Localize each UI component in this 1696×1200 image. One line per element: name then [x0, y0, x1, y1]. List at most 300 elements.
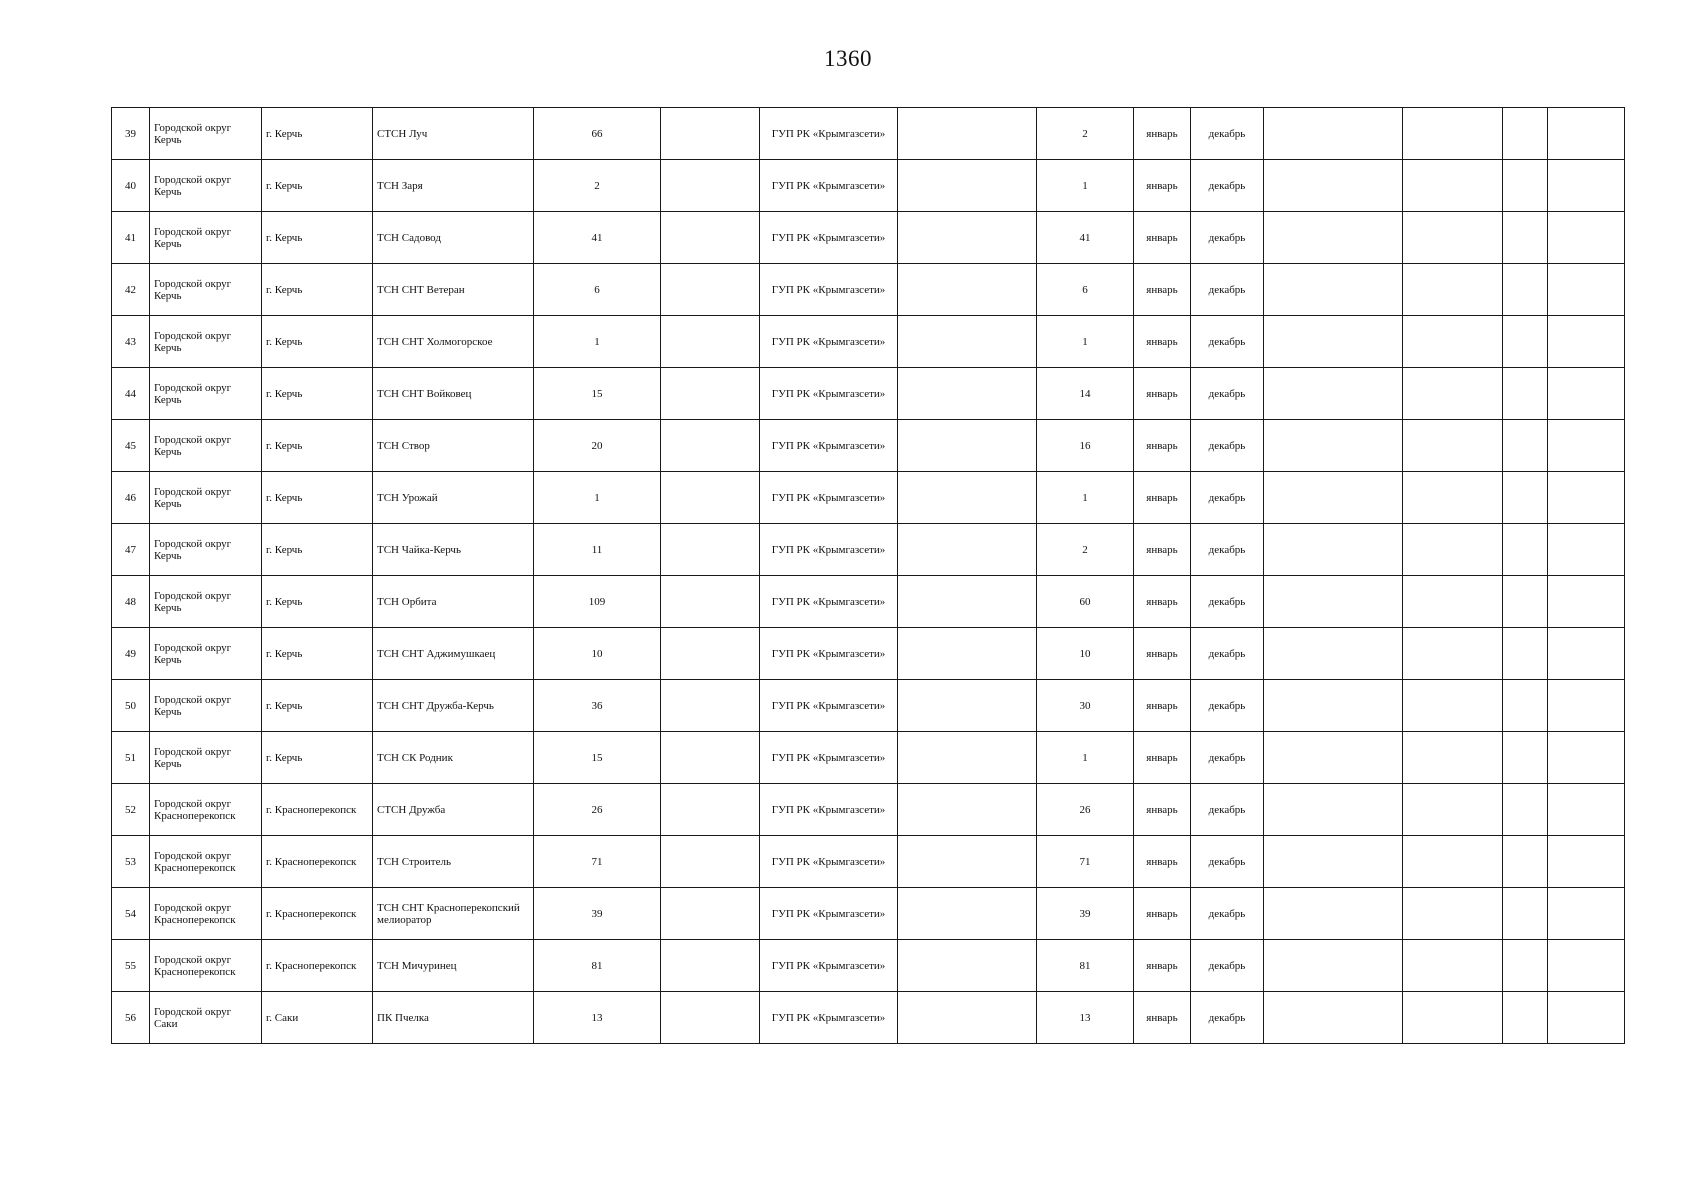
empty-cell [1503, 108, 1548, 160]
start-month-text: январь [1146, 1011, 1178, 1024]
end-month-cell [1191, 472, 1264, 524]
locality-cell [262, 888, 373, 940]
row-number: 48 [125, 595, 136, 608]
empty-cell [1548, 108, 1625, 160]
operator-text: ГУП РК «Крымгазсети» [771, 335, 886, 348]
organization-cell [373, 368, 534, 420]
district-cell [150, 888, 262, 940]
table-row [112, 212, 1625, 264]
table-row [112, 316, 1625, 368]
empty-cell [1403, 784, 1503, 836]
register-body [112, 108, 1625, 1044]
organization-text: ТСН СНТ Дружба-Керчь [377, 699, 494, 712]
table-row [112, 420, 1625, 472]
count-text: 109 [588, 595, 606, 608]
start-month-text: январь [1146, 907, 1178, 920]
empty-cell [1264, 264, 1403, 316]
end-month-text: декабрь [1208, 387, 1246, 400]
locality-cell [262, 264, 373, 316]
count2-text: 30 [1079, 699, 1091, 712]
end-month-cell [1191, 160, 1264, 212]
count2-cell [1037, 420, 1134, 472]
operator-text: ГУП РК «Крымгазсети» [771, 751, 886, 764]
count-text: 1 [594, 491, 600, 504]
count2-cell [1037, 940, 1134, 992]
operator-cell [760, 160, 898, 212]
row-number: 46 [125, 491, 136, 504]
operator-cell [760, 732, 898, 784]
empty-cell [661, 680, 760, 732]
count2-text: 39 [1079, 907, 1091, 920]
start-month-cell [1134, 420, 1191, 472]
empty-cell [1403, 472, 1503, 524]
start-month-text: январь [1146, 595, 1178, 608]
count2-text: 2 [1082, 543, 1088, 556]
locality-cell [262, 212, 373, 264]
district-text: Городской округ Керчь [154, 641, 232, 666]
locality-cell [262, 368, 373, 420]
empty-cell [898, 420, 1037, 472]
locality-cell [262, 524, 373, 576]
empty-cell [1264, 992, 1403, 1044]
empty-cell [1503, 264, 1548, 316]
locality-text: г. Керчь [266, 283, 303, 296]
empty-cell [1548, 836, 1625, 888]
count2-text: 1 [1082, 335, 1088, 348]
operator-text: ГУП РК «Крымгазсети» [771, 543, 886, 556]
empty-cell [1403, 888, 1503, 940]
count-text: 6 [594, 283, 600, 296]
table-row [112, 524, 1625, 576]
empty-cell [661, 160, 760, 212]
operator-text: ГУП РК «Крымгазсети» [771, 439, 886, 452]
empty-cell [1548, 576, 1625, 628]
table-row [112, 784, 1625, 836]
district-cell [150, 940, 262, 992]
empty-cell [1503, 160, 1548, 212]
start-month-text: январь [1146, 439, 1178, 452]
empty-cell [898, 680, 1037, 732]
operator-cell [760, 784, 898, 836]
district-cell [150, 784, 262, 836]
count-cell [534, 888, 661, 940]
operator-cell [760, 420, 898, 472]
empty-cell [1264, 784, 1403, 836]
empty-cell [661, 784, 760, 836]
row-number [112, 524, 150, 576]
district-cell [150, 160, 262, 212]
empty-cell [898, 160, 1037, 212]
empty-cell [1264, 524, 1403, 576]
row-number [112, 628, 150, 680]
empty-cell [1503, 836, 1548, 888]
empty-cell [1548, 524, 1625, 576]
row-number [112, 992, 150, 1044]
count-text: 41 [591, 231, 603, 244]
district-text: Городской округ Красноперекопск [154, 797, 236, 822]
count2-text: 14 [1079, 387, 1091, 400]
empty-cell [1503, 992, 1548, 1044]
district-text: Городской округ Керчь [154, 433, 232, 458]
count-cell [534, 732, 661, 784]
count2-cell [1037, 264, 1134, 316]
empty-cell [898, 316, 1037, 368]
empty-cell [1503, 576, 1548, 628]
operator-text: ГУП РК «Крымгазсети» [771, 127, 886, 140]
locality-cell [262, 316, 373, 368]
row-number [112, 108, 150, 160]
organization-text: ТСН Мичуринец [377, 959, 457, 972]
empty-cell [1503, 732, 1548, 784]
organization-cell [373, 472, 534, 524]
operator-cell [760, 888, 898, 940]
locality-cell [262, 160, 373, 212]
count2-cell [1037, 836, 1134, 888]
row-number [112, 368, 150, 420]
organization-text: ТСН СНТ Войковец [377, 387, 472, 400]
table-row [112, 264, 1625, 316]
empty-cell [1548, 628, 1625, 680]
locality-text: г. Керчь [266, 179, 303, 192]
locality-text: г. Красноперекопск [266, 907, 357, 920]
locality-cell [262, 628, 373, 680]
count-text: 2 [594, 179, 600, 192]
empty-cell [898, 368, 1037, 420]
end-month-cell [1191, 316, 1264, 368]
count2-cell [1037, 368, 1134, 420]
row-number: 44 [125, 387, 136, 400]
locality-text: г. Керчь [266, 491, 303, 504]
organization-cell [373, 576, 534, 628]
operator-text: ГУП РК «Крымгазсети» [771, 699, 886, 712]
empty-cell [1548, 940, 1625, 992]
row-number: 43 [125, 335, 136, 348]
empty-cell [1403, 940, 1503, 992]
district-cell [150, 836, 262, 888]
empty-cell [661, 732, 760, 784]
organization-text: ТСН СК Родник [377, 751, 453, 764]
row-number: 52 [125, 803, 136, 816]
start-month-cell [1134, 316, 1191, 368]
start-month-cell [1134, 940, 1191, 992]
row-number [112, 576, 150, 628]
count-text: 26 [591, 803, 603, 816]
operator-cell [760, 264, 898, 316]
empty-cell [898, 628, 1037, 680]
locality-cell [262, 108, 373, 160]
count2-cell [1037, 576, 1134, 628]
empty-cell [1264, 680, 1403, 732]
table-row [112, 732, 1625, 784]
district-text: Городской округ Красноперекопск [154, 953, 236, 978]
start-month-text: январь [1146, 699, 1178, 712]
organization-cell [373, 420, 534, 472]
district-cell [150, 524, 262, 576]
empty-cell [661, 576, 760, 628]
locality-text: г. Керчь [266, 595, 303, 608]
count-text: 71 [591, 855, 603, 868]
empty-cell [661, 368, 760, 420]
empty-cell [1403, 108, 1503, 160]
locality-text: г. Керчь [266, 335, 303, 348]
district-cell [150, 992, 262, 1044]
count2-cell [1037, 524, 1134, 576]
district-text: Городской округ Керчь [154, 173, 232, 198]
end-month-text: декабрь [1208, 127, 1246, 140]
row-number [112, 680, 150, 732]
district-text: Городской округ Керчь [154, 121, 232, 146]
count-text: 66 [591, 127, 603, 140]
end-month-text: декабрь [1208, 595, 1246, 608]
operator-cell [760, 472, 898, 524]
row-number [112, 888, 150, 940]
table-row [112, 940, 1625, 992]
organization-cell [373, 108, 534, 160]
district-cell [150, 576, 262, 628]
count-text: 15 [591, 751, 603, 764]
count2-cell [1037, 160, 1134, 212]
organization-cell [373, 316, 534, 368]
end-month-cell [1191, 940, 1264, 992]
count2-cell [1037, 784, 1134, 836]
count-cell [534, 472, 661, 524]
empty-cell [1264, 108, 1403, 160]
district-text: Городской округ Керчь [154, 589, 232, 614]
count2-text: 71 [1079, 855, 1091, 868]
count2-cell [1037, 732, 1134, 784]
empty-cell [1503, 420, 1548, 472]
locality-cell [262, 940, 373, 992]
count2-text: 16 [1079, 439, 1091, 452]
operator-text: ГУП РК «Крымгазсети» [771, 959, 886, 972]
organization-cell [373, 836, 534, 888]
end-month-text: декабрь [1208, 543, 1246, 556]
end-month-cell [1191, 680, 1264, 732]
empty-cell [661, 628, 760, 680]
empty-cell [1264, 368, 1403, 420]
empty-cell [1548, 784, 1625, 836]
count-text: 13 [591, 1011, 603, 1024]
end-month-text: декабрь [1208, 907, 1246, 920]
locality-text: г. Керчь [266, 647, 303, 660]
empty-cell [1403, 992, 1503, 1044]
operator-cell [760, 836, 898, 888]
locality-cell [262, 680, 373, 732]
operator-cell [760, 940, 898, 992]
row-number: 40 [125, 179, 136, 192]
row-number: 50 [125, 699, 136, 712]
start-month-cell [1134, 628, 1191, 680]
empty-cell [1548, 420, 1625, 472]
end-month-text: декабрь [1208, 751, 1246, 764]
organization-cell [373, 888, 534, 940]
row-number [112, 316, 150, 368]
end-month-cell [1191, 108, 1264, 160]
start-month-cell [1134, 576, 1191, 628]
row-number [112, 940, 150, 992]
empty-cell [661, 264, 760, 316]
empty-cell [898, 992, 1037, 1044]
empty-cell [1503, 524, 1548, 576]
end-month-cell [1191, 628, 1264, 680]
count2-cell [1037, 316, 1134, 368]
operator-cell [760, 212, 898, 264]
start-month-cell [1134, 264, 1191, 316]
start-month-text: январь [1146, 283, 1178, 296]
organization-cell [373, 264, 534, 316]
locality-text: г. Керчь [266, 231, 303, 244]
empty-cell [898, 732, 1037, 784]
organization-cell [373, 160, 534, 212]
row-number [112, 472, 150, 524]
empty-cell [1264, 212, 1403, 264]
count2-text: 1 [1082, 491, 1088, 504]
row-number [112, 264, 150, 316]
count2-text: 60 [1079, 595, 1091, 608]
empty-cell [1548, 888, 1625, 940]
empty-cell [1403, 264, 1503, 316]
operator-text: ГУП РК «Крымгазсети» [771, 179, 886, 192]
count-cell [534, 264, 661, 316]
empty-cell [661, 420, 760, 472]
organization-text: ТСН Строитель [377, 855, 451, 868]
end-month-text: декабрь [1208, 699, 1246, 712]
empty-cell [1503, 680, 1548, 732]
operator-text: ГУП РК «Крымгазсети» [771, 491, 886, 504]
locality-text: г. Красноперекопск [266, 803, 357, 816]
operator-text: ГУП РК «Крымгазсети» [771, 387, 886, 400]
locality-cell [262, 992, 373, 1044]
end-month-cell [1191, 836, 1264, 888]
empty-cell [1264, 576, 1403, 628]
district-cell [150, 212, 262, 264]
count-text: 36 [591, 699, 603, 712]
district-text: Городской округ Саки [154, 1005, 232, 1030]
locality-text: г. Красноперекопск [266, 959, 357, 972]
count2-cell [1037, 992, 1134, 1044]
locality-text: г. Керчь [266, 387, 303, 400]
empty-cell [661, 108, 760, 160]
row-number [112, 160, 150, 212]
empty-cell [1548, 680, 1625, 732]
table-row [112, 888, 1625, 940]
empty-cell [1264, 732, 1403, 784]
organization-text: СТСН Луч [377, 127, 428, 140]
organization-cell [373, 524, 534, 576]
empty-cell [898, 576, 1037, 628]
empty-cell [1548, 472, 1625, 524]
operator-text: ГУП РК «Крымгазсети» [771, 283, 886, 296]
district-text: Городской округ Керчь [154, 381, 232, 406]
operator-text: ГУП РК «Крымгазсети» [771, 595, 886, 608]
table-row [112, 160, 1625, 212]
row-number [112, 836, 150, 888]
locality-text: г. Саки [266, 1011, 299, 1024]
count2-cell [1037, 108, 1134, 160]
operator-text: ГУП РК «Крымгазсети» [771, 231, 886, 244]
empty-cell [661, 992, 760, 1044]
table-row [112, 472, 1625, 524]
district-cell [150, 368, 262, 420]
count-cell [534, 420, 661, 472]
organization-cell [373, 784, 534, 836]
page-number: 1360 [824, 46, 872, 71]
count-cell [534, 940, 661, 992]
end-month-cell [1191, 212, 1264, 264]
empty-cell [1403, 160, 1503, 212]
end-month-cell [1191, 264, 1264, 316]
locality-cell [262, 836, 373, 888]
operator-text: ГУП РК «Крымгазсети» [771, 907, 886, 920]
count2-cell [1037, 212, 1134, 264]
empty-cell [1264, 316, 1403, 368]
end-month-text: декабрь [1208, 855, 1246, 868]
empty-cell [661, 524, 760, 576]
locality-cell [262, 732, 373, 784]
empty-cell [1403, 836, 1503, 888]
count-cell [534, 628, 661, 680]
count2-cell [1037, 888, 1134, 940]
end-month-text: декабрь [1208, 647, 1246, 660]
empty-cell [898, 212, 1037, 264]
district-cell [150, 628, 262, 680]
empty-cell [1548, 316, 1625, 368]
operator-text: ГУП РК «Крымгазсети» [771, 855, 886, 868]
locality-cell [262, 420, 373, 472]
organization-text: ТСН СНТ Красноперекопский мелиоратор [377, 901, 520, 926]
count-cell [534, 992, 661, 1044]
count2-text: 26 [1079, 803, 1091, 816]
empty-cell [1403, 628, 1503, 680]
table-row [112, 836, 1625, 888]
table-row [112, 680, 1625, 732]
district-text: Городской округ Керчь [154, 693, 232, 718]
empty-cell [898, 472, 1037, 524]
count-text: 39 [591, 907, 603, 920]
count-cell [534, 836, 661, 888]
count-text: 11 [591, 543, 603, 556]
district-cell [150, 420, 262, 472]
empty-cell [1403, 732, 1503, 784]
empty-cell [898, 108, 1037, 160]
empty-cell [1403, 524, 1503, 576]
organization-text: СТСН Дружба [377, 803, 446, 816]
start-month-text: январь [1146, 231, 1178, 244]
end-month-text: декабрь [1208, 1011, 1246, 1024]
end-month-text: декабрь [1208, 179, 1246, 192]
empty-cell [661, 316, 760, 368]
empty-cell [1548, 212, 1625, 264]
empty-cell [1548, 732, 1625, 784]
count-cell [534, 368, 661, 420]
district-text: Городской округ Керчь [154, 485, 232, 510]
row-number: 56 [125, 1011, 136, 1024]
district-text: Городской округ Керчь [154, 277, 232, 302]
operator-cell [760, 576, 898, 628]
organization-text: ТСН СНТ Ветеран [377, 283, 465, 296]
end-month-text: декабрь [1208, 439, 1246, 452]
start-month-cell [1134, 108, 1191, 160]
count-text: 15 [591, 387, 603, 400]
start-month-cell [1134, 160, 1191, 212]
count-cell [534, 576, 661, 628]
end-month-cell [1191, 420, 1264, 472]
empty-cell [1548, 368, 1625, 420]
organization-cell [373, 212, 534, 264]
row-number: 39 [125, 127, 136, 140]
count-text: 10 [591, 647, 603, 660]
locality-text: г. Керчь [266, 543, 303, 556]
